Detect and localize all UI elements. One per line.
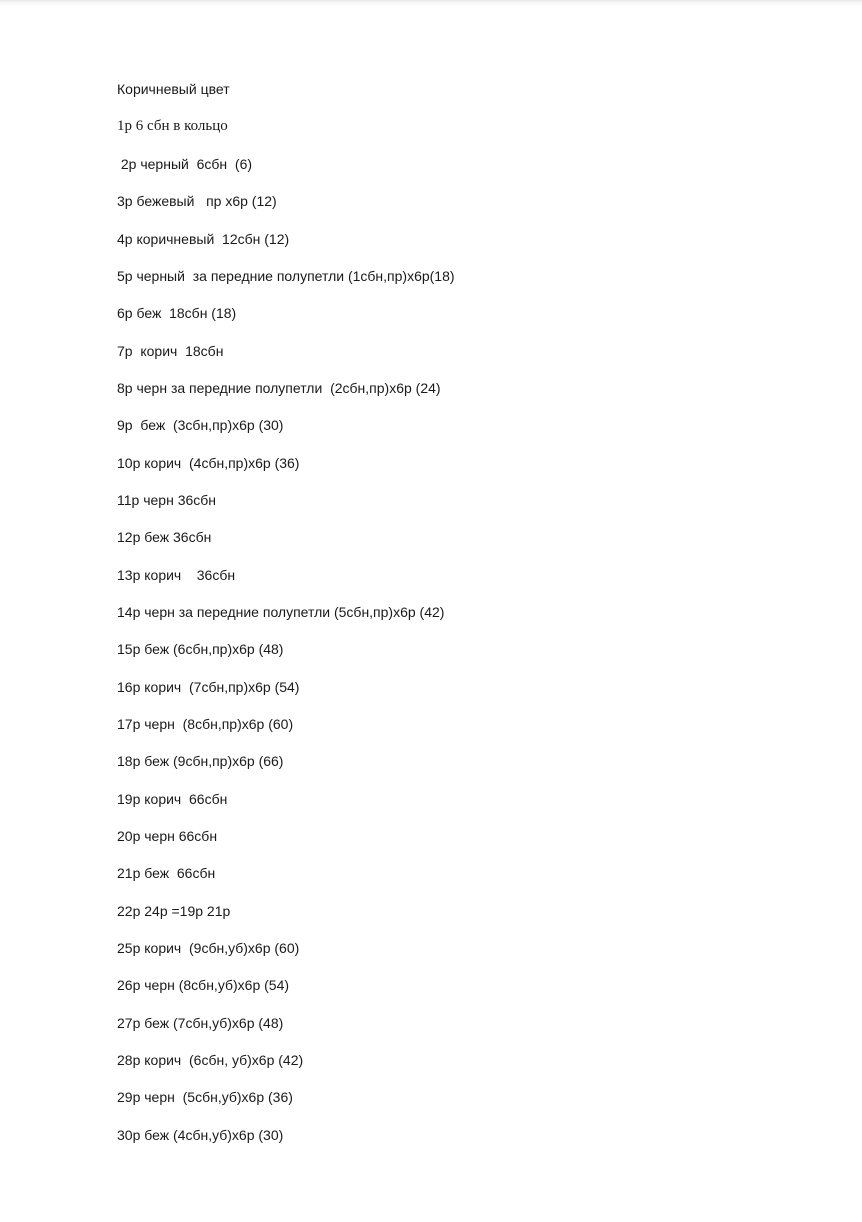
row-9: 9р беж (3сбн,пр)х6р (30)	[117, 417, 284, 433]
row-27: 27р беж (7сбн,уб)х6р (48)	[117, 1015, 284, 1031]
row-20: 20р черн 66сбн	[117, 828, 218, 844]
row-7: 7р корич 18сбн	[117, 343, 224, 359]
row-16: 16р корич (7сбн,пр)х6р (54)	[117, 679, 300, 695]
row-5: 5р черный за передние полупетли (1сбн,пр)х6р(18)	[117, 268, 455, 284]
row-28: 28р корич (6сбн, уб)х6р (42)	[117, 1052, 304, 1068]
row-1: 1р 6 сбн в кольцо	[117, 118, 228, 134]
row-22-24: 22р 24р =19р 21р	[117, 903, 231, 919]
row-12: 12р беж 36сбн	[117, 529, 212, 545]
row-11: 11р черн 36сбн	[117, 492, 217, 508]
row-10: 10р корич (4сбн,пр)х6р (36)	[117, 455, 300, 471]
row-15: 15р беж (6сбн,пр)х6р (48)	[117, 641, 284, 657]
row-2: 2р черный 6сбн (6)	[117, 156, 253, 172]
heading-color-brown: Коричневый цвет	[117, 81, 230, 97]
row-13: 13р корич 36сбн	[117, 567, 236, 583]
row-4: 4р коричневый 12сбн (12)	[117, 231, 290, 247]
row-3: 3р бежевый пр х6р (12)	[117, 193, 277, 209]
row-8: 8р черн за передние полупетли (2сбн,пр)х6р (24)	[117, 380, 441, 396]
row-17: 17р черн (8сбн,пр)х6р (60)	[117, 716, 294, 732]
row-18: 18р беж (9сбн,пр)х6р (66)	[117, 753, 284, 769]
row-21: 21р беж 66сбн	[117, 865, 216, 881]
row-29: 29р черн (5сбн,уб)х6р (36)	[117, 1089, 293, 1105]
row-25: 25р корич (9сбн,уб)х6р (60)	[117, 940, 300, 956]
row-30: 30р беж (4сбн,уб)х6р (30)	[117, 1127, 284, 1143]
row-14: 14р черн за передние полупетли (5сбн,пр)х6р (42)	[117, 604, 445, 620]
row-6: 6р беж 18сбн (18)	[117, 305, 237, 321]
row-26: 26р черн (8сбн,уб)х6р (54)	[117, 977, 290, 993]
row-19: 19р корич 66сбн	[117, 791, 228, 807]
